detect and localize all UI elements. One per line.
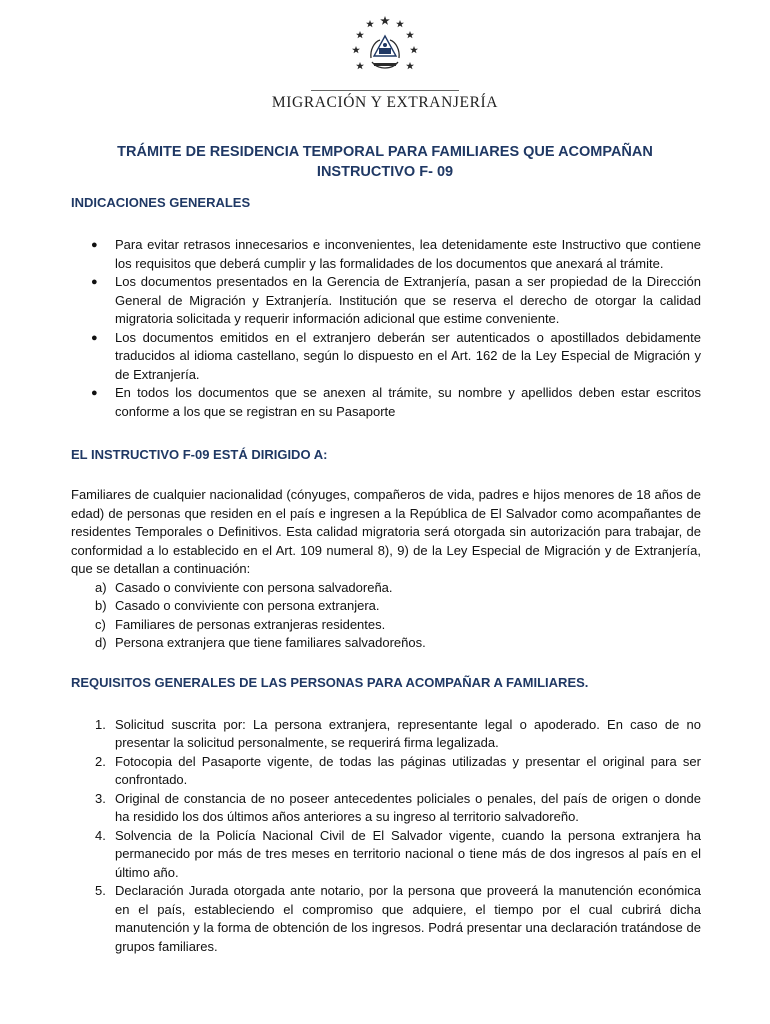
bullet-icon: ● xyxy=(91,276,98,288)
list-item xyxy=(71,273,701,329)
list-item-text: Los documentos presentados en la Gerencia de Extranjería, pasan a ser propiedad de la Dirección General de Migración y Extranjería. Institución que se reserva el derecho de otorgar la calidad migratoria solicitada y requerir información adicional que estime conveniente. xyxy=(115,274,701,326)
list-marker: b) xyxy=(95,598,107,613)
list-item-text: En todos los documentos que se anexen al trámite, su nombre y apellidos deben estar escritos conforme a los que se registran en su Pasaporte xyxy=(115,385,701,419)
list-item-text: Casado o conviviente con persona salvadoreña. xyxy=(115,579,393,595)
list-item xyxy=(71,236,701,273)
document-title xyxy=(0,142,770,182)
bullet-icon: ● xyxy=(91,239,98,251)
list-marker: 2. xyxy=(95,753,106,769)
list-item-text: Solicitud suscrita por: La persona extranjera, representante legal o apoderado. En caso de no presentar la solicitud personalmente, se requerirá firma legalizada. xyxy=(115,716,701,750)
header-divider xyxy=(311,90,459,91)
list-item xyxy=(71,616,701,635)
list-marker: 1. xyxy=(95,716,106,732)
list-item xyxy=(71,597,701,616)
list-marker: 5. xyxy=(95,883,106,898)
target-paragraph: Familiares de cualquier nacionalidad (cónyuges, compañeros de vida, padres e hijos menores de 18 años de edad) de personas que residen en el país e ingresen a la República de El Salvador como acompañantes de residentes Temporales o Definitivos. Esta calidad migratoria será otorgada sin autorización para trabajar, de conformidad a lo establecido en el Art. 109 numeral 8), 9) de la Ley Especial de Migración y de Extranjería, que se detallan a continuación: xyxy=(71,487,701,576)
general-indications-list xyxy=(71,236,701,421)
list-item xyxy=(71,716,701,753)
bullet-icon: ● xyxy=(91,387,98,399)
list-item-text: Familiares de personas extranjeras residentes. xyxy=(115,616,386,632)
list-item xyxy=(71,753,701,790)
list-item-text: Fotocopia del Pasaporte vigente, de todas las páginas utilizadas y presentar el original para ser confrontado. xyxy=(115,753,701,787)
list-marker: 3. xyxy=(95,790,106,806)
list-item-text: Original de constancia de no poseer antecedentes policiales o penales, del país de origen o donde ha residido los dos últimos años anteriores a su ingreso al territorio salvadoreño. xyxy=(115,790,701,824)
document-body xyxy=(71,195,701,956)
list-item-text: Solvencia de la Policía Nacional Civil de El Salvador vigente, cuando la persona extranjera ha permanecido por más de tres meses en territorio nacional o tiene más de dos ingresos al país en el último año. xyxy=(115,827,701,880)
list-item xyxy=(71,634,701,653)
coat-of-arms-icon xyxy=(350,14,420,86)
section-heading-general: INDICACIONES GENERALES xyxy=(71,195,251,210)
list-item-text: Declaración Jurada otorgada ante notario, por la persona que proveerá la manutención económica en el país, estableciendo el compromiso que adquiere, el tiempo por el cual cubrirá dicha manutención y la forma de obtención de los ingresos. Podrá presentar una declaración tratándose de grupos familiares. xyxy=(115,883,701,954)
header xyxy=(0,0,770,112)
list-item xyxy=(71,827,701,883)
list-marker: a) xyxy=(95,579,107,595)
bullet-icon: ● xyxy=(91,331,98,344)
section-heading-target: EL INSTRUCTIVO F-09 ESTÁ DIRIGIDO A: xyxy=(71,447,328,462)
list-item xyxy=(71,384,701,421)
organization-name: MIGRACIÓN Y EXTRANJERÍA xyxy=(271,94,499,111)
list-item-text: Los documentos emitidos en el extranjero deberán ser autenticados o apostillados debidamente traducidos al idioma castellano, según lo dispuesto en el Art. 162 de la Ley Especial de Migración y de Extranjería. xyxy=(115,329,701,382)
target-categories-list xyxy=(71,579,701,653)
title-line-1: TRÁMITE DE RESIDENCIA TEMPORAL PARA FAMILIARES QUE ACOMPAÑAN xyxy=(117,144,653,160)
list-item xyxy=(71,579,701,598)
list-item xyxy=(71,329,701,385)
list-item xyxy=(71,790,701,827)
list-marker: d) xyxy=(95,635,107,650)
requirements-list xyxy=(71,716,701,957)
list-item-text: Para evitar retrasos innecesarios e inconvenientes, lea detenidamente este Instructivo que contiene los requisitos que deberá cumplir y las formalidades de los documentos que anexará al trámite. xyxy=(115,237,701,271)
list-item-text: Persona extranjera que tiene familiares salvadoreños. xyxy=(115,635,426,650)
list-item-text: Casado o conviviente con persona extranjera. xyxy=(115,598,380,613)
section-heading-requirements: REQUISITOS GENERALES DE LAS PERSONAS PARA ACOMPAÑAR A FAMILIARES. xyxy=(71,674,589,690)
list-item xyxy=(71,882,701,956)
title-line-2: INSTRUCTIVO F- 09 xyxy=(316,164,454,180)
list-marker: c) xyxy=(95,616,106,632)
list-marker: 4. xyxy=(95,827,106,843)
